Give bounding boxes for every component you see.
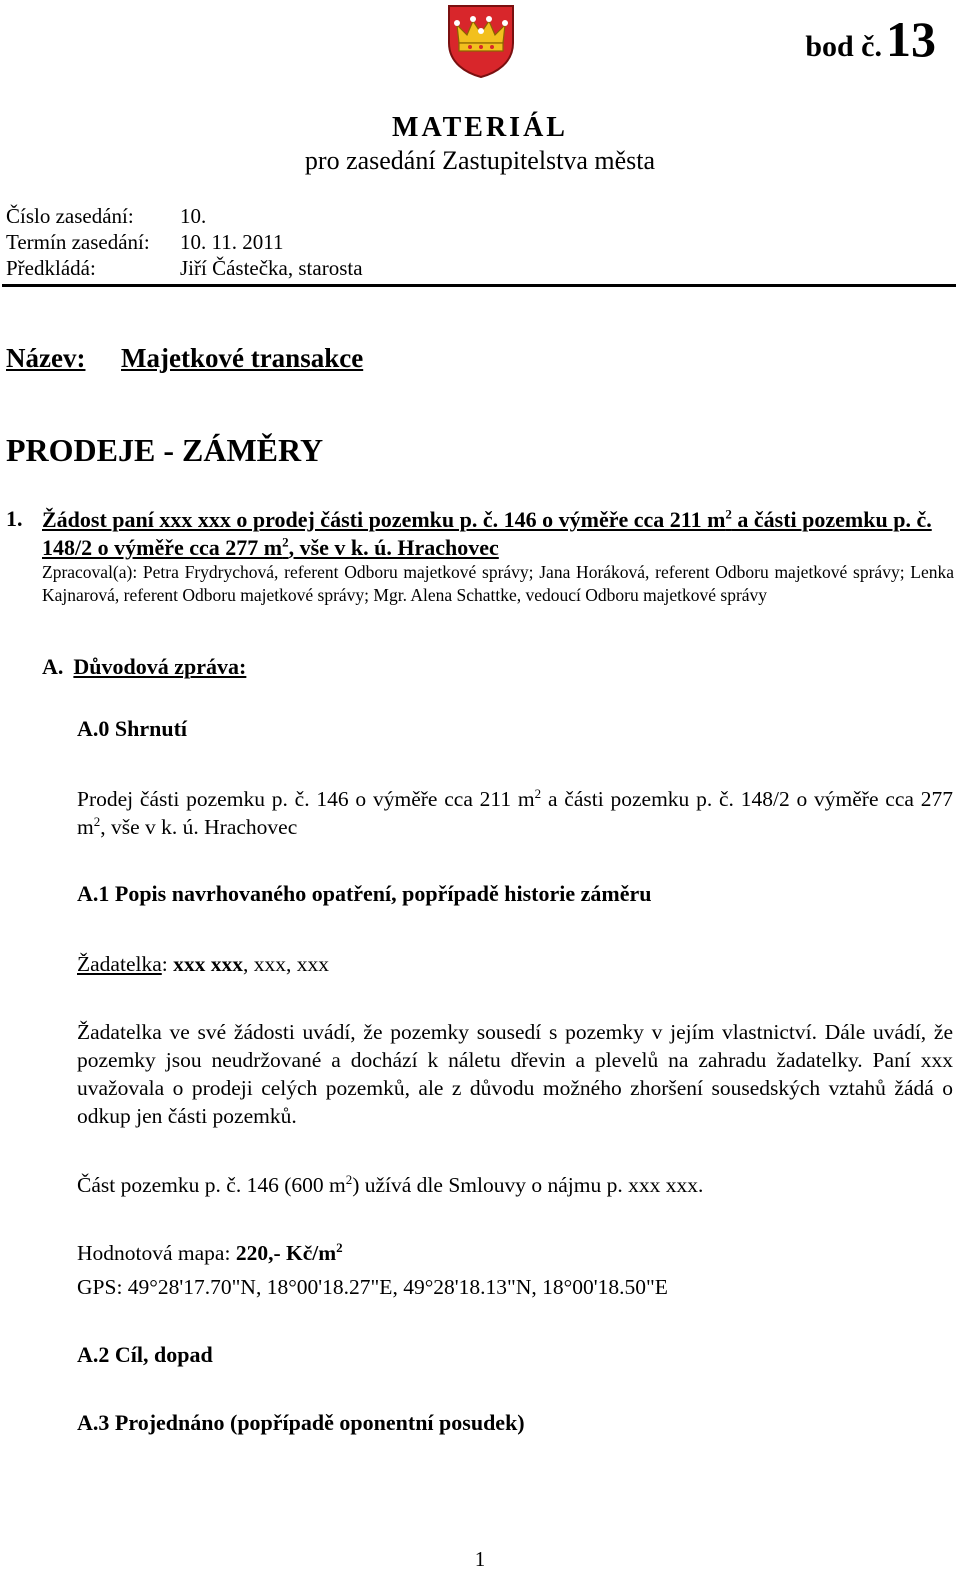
item-title-part: Žádost paní xxx xxx o prodej části pozemku p. č. 146 o výměře cca 211 m: [42, 507, 726, 532]
value-map-line: [77, 1239, 953, 1267]
document-title: MATERIÁL: [392, 112, 568, 143]
meta-row-predklada: [6, 255, 363, 281]
item-number: 1.: [6, 506, 23, 531]
value-map-label: Hodnotová mapa:: [77, 1241, 236, 1265]
a0-text-part: a části pozemku p. č. 148/2 o výměře cca 277 m: [77, 787, 953, 839]
meta-row-cislo: [6, 203, 363, 229]
page-number: 1: [474, 1547, 486, 1571]
meta-row-termin: [6, 229, 363, 255]
superscript: 2: [725, 506, 732, 522]
document-subtitle: pro zasedání Zastupitelstva města: [304, 146, 656, 175]
nazev-label: Název:: [6, 343, 86, 373]
meta-value: Jiří Částečka, starosta: [180, 256, 363, 280]
superscript: 2: [93, 813, 101, 829]
lease-note-part: ) užívá dle Smlouvy o nájmu p. xxx xxx.: [352, 1173, 704, 1197]
gps-line: GPS: 49°28'17.70"N, 18°00'18.27"E, 49°28'18.13"N, 18°00'18.50"E: [77, 1275, 668, 1299]
meta-label: Číslo zasedání:: [6, 204, 134, 228]
applicant-label: Žadatelka: [77, 952, 162, 976]
horizontal-divider: [2, 284, 956, 287]
a1-paragraph: Žadatelka ve své žádosti uvádí, že pozemky sousedí s pozemky v jejím vlastnictví. Dále uvádí, že pozemky jsou neudržované a dochází k náletu dřevin a plevelů na zahradu žadatelky. Paní xxx uvažovala o prodeji celých pozemků, ale z důvodu možného zhoršení sousedských vztahů žádá o odkup jen části pozemků.: [77, 1020, 953, 1128]
meeting-meta: [6, 203, 363, 281]
meta-label: Předkládá:: [6, 256, 96, 280]
agenda-item-label: bod č.: [805, 30, 882, 63]
value-map-price: 220,- Kč/m: [235, 1241, 337, 1265]
item-title: [42, 506, 942, 562]
meta-value: 10. 11. 2011: [180, 230, 284, 254]
section-a-heading: [42, 654, 246, 680]
superscript: 2: [282, 534, 289, 550]
agenda-item-number: [805, 10, 936, 68]
superscript: 2: [345, 1171, 353, 1187]
a0-text-part: , vše v k. ú. Hrachovec: [100, 815, 298, 839]
superscript: 2: [534, 785, 542, 801]
a1-heading: A.1 Popis navrhovaného opatření, popřípadě historie záměru: [77, 881, 652, 906]
lease-note: [77, 1171, 953, 1199]
city-crest-icon: [446, 3, 516, 79]
section-a-title: Důvodová zpráva:: [73, 654, 247, 679]
applicant-address: , xxx, xxx: [243, 952, 329, 976]
meta-value: 10.: [180, 204, 207, 228]
a2-heading: A.2 Cíl, dopad: [77, 1342, 213, 1367]
section-heading: PRODEJE - ZÁMĚRY: [6, 432, 324, 468]
superscript: 2: [336, 1239, 343, 1255]
a3-heading: A.3 Projednáno (popřípadě oponentní posudek): [77, 1410, 525, 1435]
section-a-letter: A.: [42, 654, 64, 679]
colon: :: [161, 952, 168, 976]
a0-text-part: Prodej části pozemku p. č. 146 o výměře cca 211 m: [77, 787, 535, 811]
a0-heading: A.0 Shrnutí: [77, 716, 188, 741]
meta-label: Termín zasedání:: [6, 230, 150, 254]
agenda-item-value: 13: [886, 11, 936, 67]
nazev-value: Majetkové transakce: [121, 343, 364, 373]
lease-note-part: Část pozemku p. č. 146 (600 m: [77, 1173, 346, 1197]
a0-text: [77, 785, 953, 841]
item-title-part: , vše v k. ú. Hrachovec: [288, 535, 499, 560]
prepared-by: Zpracoval(a): Petra Frydrychová, referent Odboru majetkové správy; Jana Horáková, referent Odboru majetkové správy; Lenka Kajnarová, referent Odboru majetkové správy; Mgr. Alena Schattke, vedoucí Odboru majetkové správy: [42, 562, 954, 605]
item-title-part: a části pozemku p. č. 148/2 o výměře cca 277 m: [42, 507, 932, 560]
applicant-line: [77, 950, 953, 978]
applicant-name: xxx xxx: [173, 952, 243, 976]
